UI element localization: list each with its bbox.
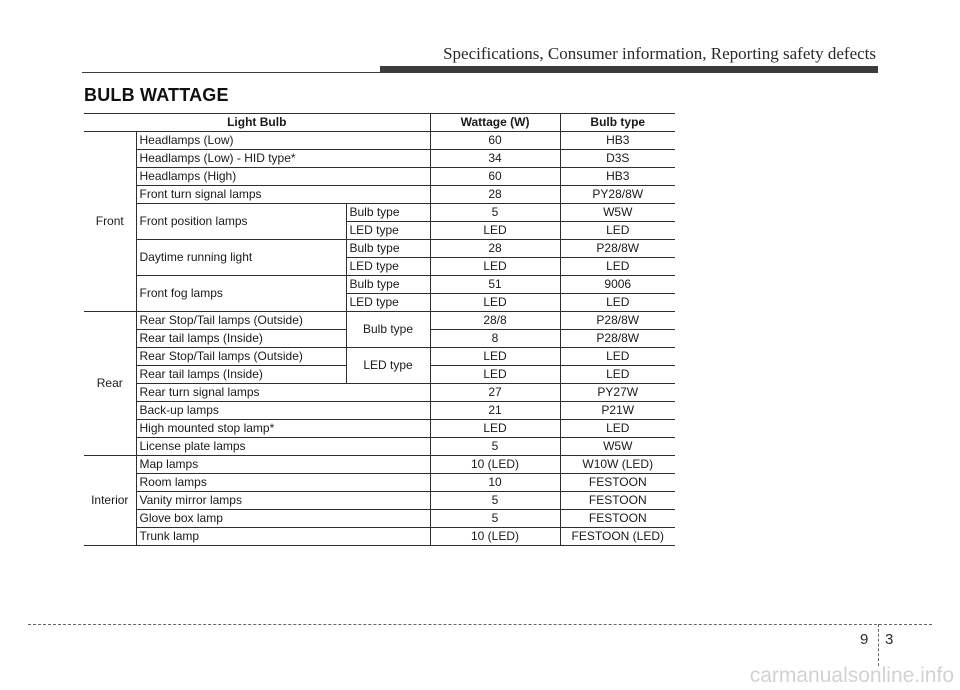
bulb-name: Vanity mirror lamps bbox=[136, 492, 430, 510]
bulb-type-value: LED bbox=[560, 366, 675, 384]
variant-label: LED type bbox=[346, 258, 430, 276]
bulb-type-value: W10W (LED) bbox=[560, 456, 675, 474]
bulb-type-value: LED bbox=[560, 222, 675, 240]
table-row bbox=[84, 150, 675, 168]
bulb-name: Rear tail lamps (Inside) bbox=[136, 366, 346, 384]
bulb-type-value: FESTOON bbox=[560, 492, 675, 510]
wattage-value: 8 bbox=[430, 330, 560, 348]
bulb-type-value: P28/8W bbox=[560, 312, 675, 330]
wattage-value: 5 bbox=[430, 204, 560, 222]
table-row bbox=[84, 186, 675, 204]
wattage-value: LED bbox=[430, 366, 560, 384]
bulb-name: Map lamps bbox=[136, 456, 430, 474]
bulb-type-value: P28/8W bbox=[560, 240, 675, 258]
chapter-number: 9 bbox=[860, 631, 869, 648]
bulb-type-value: P28/8W bbox=[560, 330, 675, 348]
page-title: BULB WATTAGE bbox=[84, 85, 229, 105]
wattage-value: 28/8 bbox=[430, 312, 560, 330]
wattage-value: 10 bbox=[430, 474, 560, 492]
variant-label: Bulb type bbox=[346, 276, 430, 294]
wattage-value: 5 bbox=[430, 492, 560, 510]
table-row bbox=[84, 438, 675, 456]
column-header-wattage: Wattage (W) bbox=[430, 114, 560, 132]
table-row bbox=[84, 168, 675, 186]
bulb-name: Front fog lamps bbox=[136, 276, 346, 312]
group-label-front: Front bbox=[84, 132, 136, 312]
wattage-value: 34 bbox=[430, 150, 560, 168]
wattage-value: 60 bbox=[430, 168, 560, 186]
bulb-wattage-table bbox=[84, 113, 675, 546]
page-number-divider bbox=[878, 624, 879, 666]
table-row bbox=[84, 204, 675, 222]
bulb-name: License plate lamps bbox=[136, 438, 430, 456]
footer-divider bbox=[28, 624, 932, 625]
bulb-type-value: LED bbox=[560, 294, 675, 312]
bulb-name: Front turn signal lamps bbox=[136, 186, 430, 204]
wattage-value: 51 bbox=[430, 276, 560, 294]
bulb-name: Rear Stop/Tail lamps (Outside) bbox=[136, 312, 346, 330]
bulb-type-value: FESTOON bbox=[560, 474, 675, 492]
table-row bbox=[84, 492, 675, 510]
bulb-type-value: LED bbox=[560, 348, 675, 366]
wattage-value: 60 bbox=[430, 132, 560, 150]
bulb-name: Rear tail lamps (Inside) bbox=[136, 330, 346, 348]
wattage-value: LED bbox=[430, 348, 560, 366]
table-row bbox=[84, 384, 675, 402]
variant-label: LED type bbox=[346, 222, 430, 240]
bulb-name: Headlamps (High) bbox=[136, 168, 430, 186]
table-row bbox=[84, 402, 675, 420]
bulb-type-value: PY28/8W bbox=[560, 186, 675, 204]
bulb-type-value: LED bbox=[560, 258, 675, 276]
table-row bbox=[84, 348, 675, 366]
bulb-type-value: W5W bbox=[560, 438, 675, 456]
wattage-value: LED bbox=[430, 222, 560, 240]
bulb-name: Room lamps bbox=[136, 474, 430, 492]
table-row bbox=[84, 240, 675, 258]
table-row bbox=[84, 312, 675, 330]
table-row bbox=[84, 474, 675, 492]
wattage-value: 5 bbox=[430, 510, 560, 528]
bulb-type-value: P21W bbox=[560, 402, 675, 420]
table-row bbox=[84, 420, 675, 438]
wattage-value: 27 bbox=[430, 384, 560, 402]
bulb-type-value: W5W bbox=[560, 204, 675, 222]
bulb-name: Rear turn signal lamps bbox=[136, 384, 430, 402]
wattage-value: 28 bbox=[430, 240, 560, 258]
variant-label: LED type bbox=[346, 348, 430, 384]
group-label-rear: Rear bbox=[84, 312, 136, 456]
variant-label: LED type bbox=[346, 294, 430, 312]
bulb-name: Daytime running light bbox=[136, 240, 346, 276]
bulb-name: Front position lamps bbox=[136, 204, 346, 240]
bulb-type-value: LED bbox=[560, 420, 675, 438]
section-header: Specifications, Consumer information, Reporting safety defects bbox=[443, 44, 876, 63]
bulb-name: Rear Stop/Tail lamps (Outside) bbox=[136, 348, 346, 366]
watermark: carmanualsonline.info bbox=[749, 664, 954, 687]
page-number: 3 bbox=[885, 631, 894, 648]
bulb-type-value: PY27W bbox=[560, 384, 675, 402]
wattage-value: 10 (LED) bbox=[430, 528, 560, 546]
table-row bbox=[84, 276, 675, 294]
wattage-value: 21 bbox=[430, 402, 560, 420]
bulb-name: Headlamps (Low) bbox=[136, 132, 430, 150]
bulb-type-value: HB3 bbox=[560, 168, 675, 186]
wattage-value: 5 bbox=[430, 438, 560, 456]
group-label-interior: Interior bbox=[84, 456, 136, 546]
bulb-name: High mounted stop lamp* bbox=[136, 420, 430, 438]
table-row bbox=[84, 510, 675, 528]
variant-label: Bulb type bbox=[346, 312, 430, 348]
wattage-value: 10 (LED) bbox=[430, 456, 560, 474]
bulb-type-value: 9006 bbox=[560, 276, 675, 294]
bulb-name: Glove box lamp bbox=[136, 510, 430, 528]
column-header-light-bulb: Light Bulb bbox=[84, 114, 430, 132]
table-row bbox=[84, 456, 675, 474]
bulb-name: Trunk lamp bbox=[136, 528, 430, 546]
table-row bbox=[84, 528, 675, 546]
variant-label: Bulb type bbox=[346, 240, 430, 258]
wattage-value: LED bbox=[430, 258, 560, 276]
bulb-name: Back-up lamps bbox=[136, 402, 430, 420]
wattage-value: LED bbox=[430, 420, 560, 438]
table-header-row bbox=[84, 114, 675, 132]
bulb-type-value: D3S bbox=[560, 150, 675, 168]
bulb-type-value: FESTOON bbox=[560, 510, 675, 528]
table-row bbox=[84, 132, 675, 150]
bulb-type-value: HB3 bbox=[560, 132, 675, 150]
bulb-type-value: FESTOON (LED) bbox=[560, 528, 675, 546]
variant-label: Bulb type bbox=[346, 204, 430, 222]
column-header-bulb-type: Bulb type bbox=[560, 114, 675, 132]
header-rule-thin bbox=[82, 72, 878, 73]
bulb-name: Headlamps (Low) - HID type* bbox=[136, 150, 430, 168]
wattage-value: 28 bbox=[430, 186, 560, 204]
wattage-value: LED bbox=[430, 294, 560, 312]
